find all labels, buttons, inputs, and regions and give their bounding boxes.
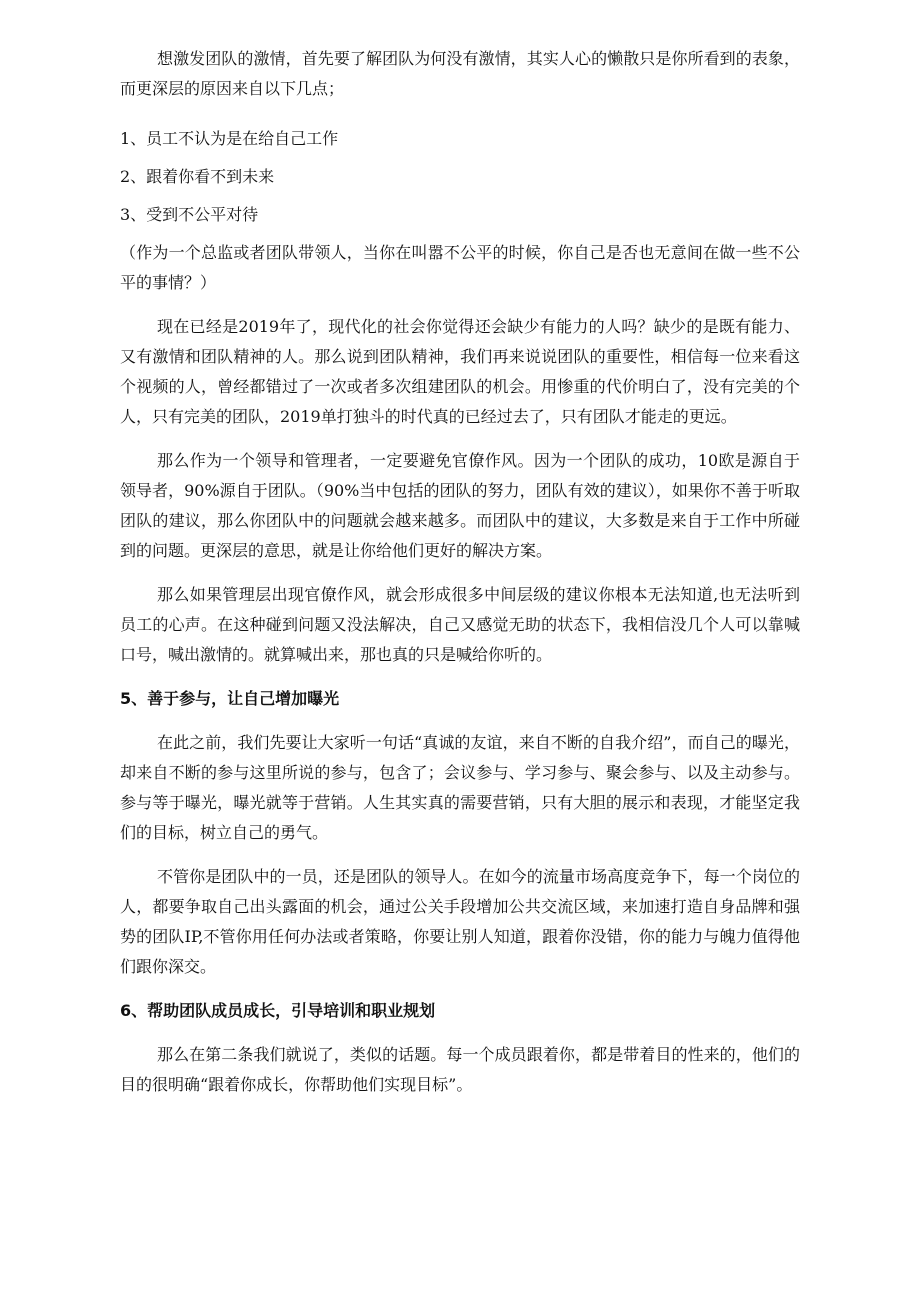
section-heading-6: 6、帮助团队成员成长，引导培训和职业规划 bbox=[120, 1001, 436, 1020]
team-spirit-paragraph: 现在已经是2019年了，现代化的社会你觉得还会缺少有能力的人吗？缺少的是既有能力、又有激情和团队精神的人。那么说到团队精神，我们再来说说团队的重要性，相信每一位来看这个视频的人，曾经都错过了一次或者多次组建团队的机会。用惨重的代价明白了，没有完美的个人，只有完美的团队，2019单打独斗的时代真的已经过去了，只有团队才能走的更远。 bbox=[120, 317, 800, 426]
list-item-2: 2、跟着你看不到未来 bbox=[120, 167, 275, 186]
participation-paragraph: 在此之前，我们先要让大家听一句话“真诚的友谊，来自不断的自我介绍”，而自己的曝光，却来自不断的参与这里所说的参与，包含了；会议参与、学习参与、聚会参与、以及主动参与。参与等于曝光，曝光就等于营销。人生其实真的需要营销，只有大胆的展示和表现，才能坚定我们的目标，树立自己的勇气。 bbox=[120, 733, 800, 842]
section-heading-5: 5、善于参与，让自己增加曝光 bbox=[120, 689, 340, 708]
management-paragraph: 那么如果管理层出现官僚作风，就会形成很多中间层级的建议你根本无法知道,也无法听到员工的心声。在这种碰到问题又没法解决，自己又感觉无助的状态下，我相信没几个人可以靠喊口号，喊出激情的。就算喊出来，那也真的只是喊给你听的。 bbox=[120, 585, 800, 664]
list-item-1: 1、员工不认为是在给自己工作 bbox=[120, 129, 339, 148]
list-item-3: 3、受到不公平对待 bbox=[120, 205, 259, 224]
document-page bbox=[120, 44, 800, 1100]
exposure-paragraph: 不管你是团队中的一员，还是团队的领导人。在如今的流量市场高度竞争下，每一个岗位的人，都要争取自己出头露面的机会，通过公关手段增加公共交流区域，来加速打造自身品牌和强势的团队IP,不管你用任何办法或者策略，你要让别人知道，跟着你没错，你的能力与魄力值得他们跟你深交。 bbox=[120, 867, 800, 976]
note-paragraph: （作为一个总监或者团队带领人，当你在叫嚣不公平的时候，你自己是否也无意间在做一些不公平的事情？） bbox=[120, 243, 800, 292]
bureaucracy-paragraph: 那么作为一个领导和管理者，一定要避免官僚作风。因为一个团队的成功，10欧是源自于领导者，90%源自于团队。（90%当中包括的团队的努力，团队有效的建议），如果你不善于听取团队的建议，那么你团队中的问题就会越来越多。而团队中的建议，大多数是来自于工作中所碰到的问题。更深层的意思，就是让你给他们更好的解决方案。 bbox=[120, 451, 800, 560]
intro-paragraph: 想激发团队的激情，首先要了解团队为何没有激情，其实人心的懒散只是你所看到的表象，而更深层的原因来自以下几点； bbox=[120, 49, 800, 98]
growth-paragraph: 那么在第二条我们就说了，类似的话题。每一个成员跟着你，都是带着目的性来的，他们的目的很明确“跟着你成长，你帮助他们实现目标”。 bbox=[120, 1045, 800, 1094]
